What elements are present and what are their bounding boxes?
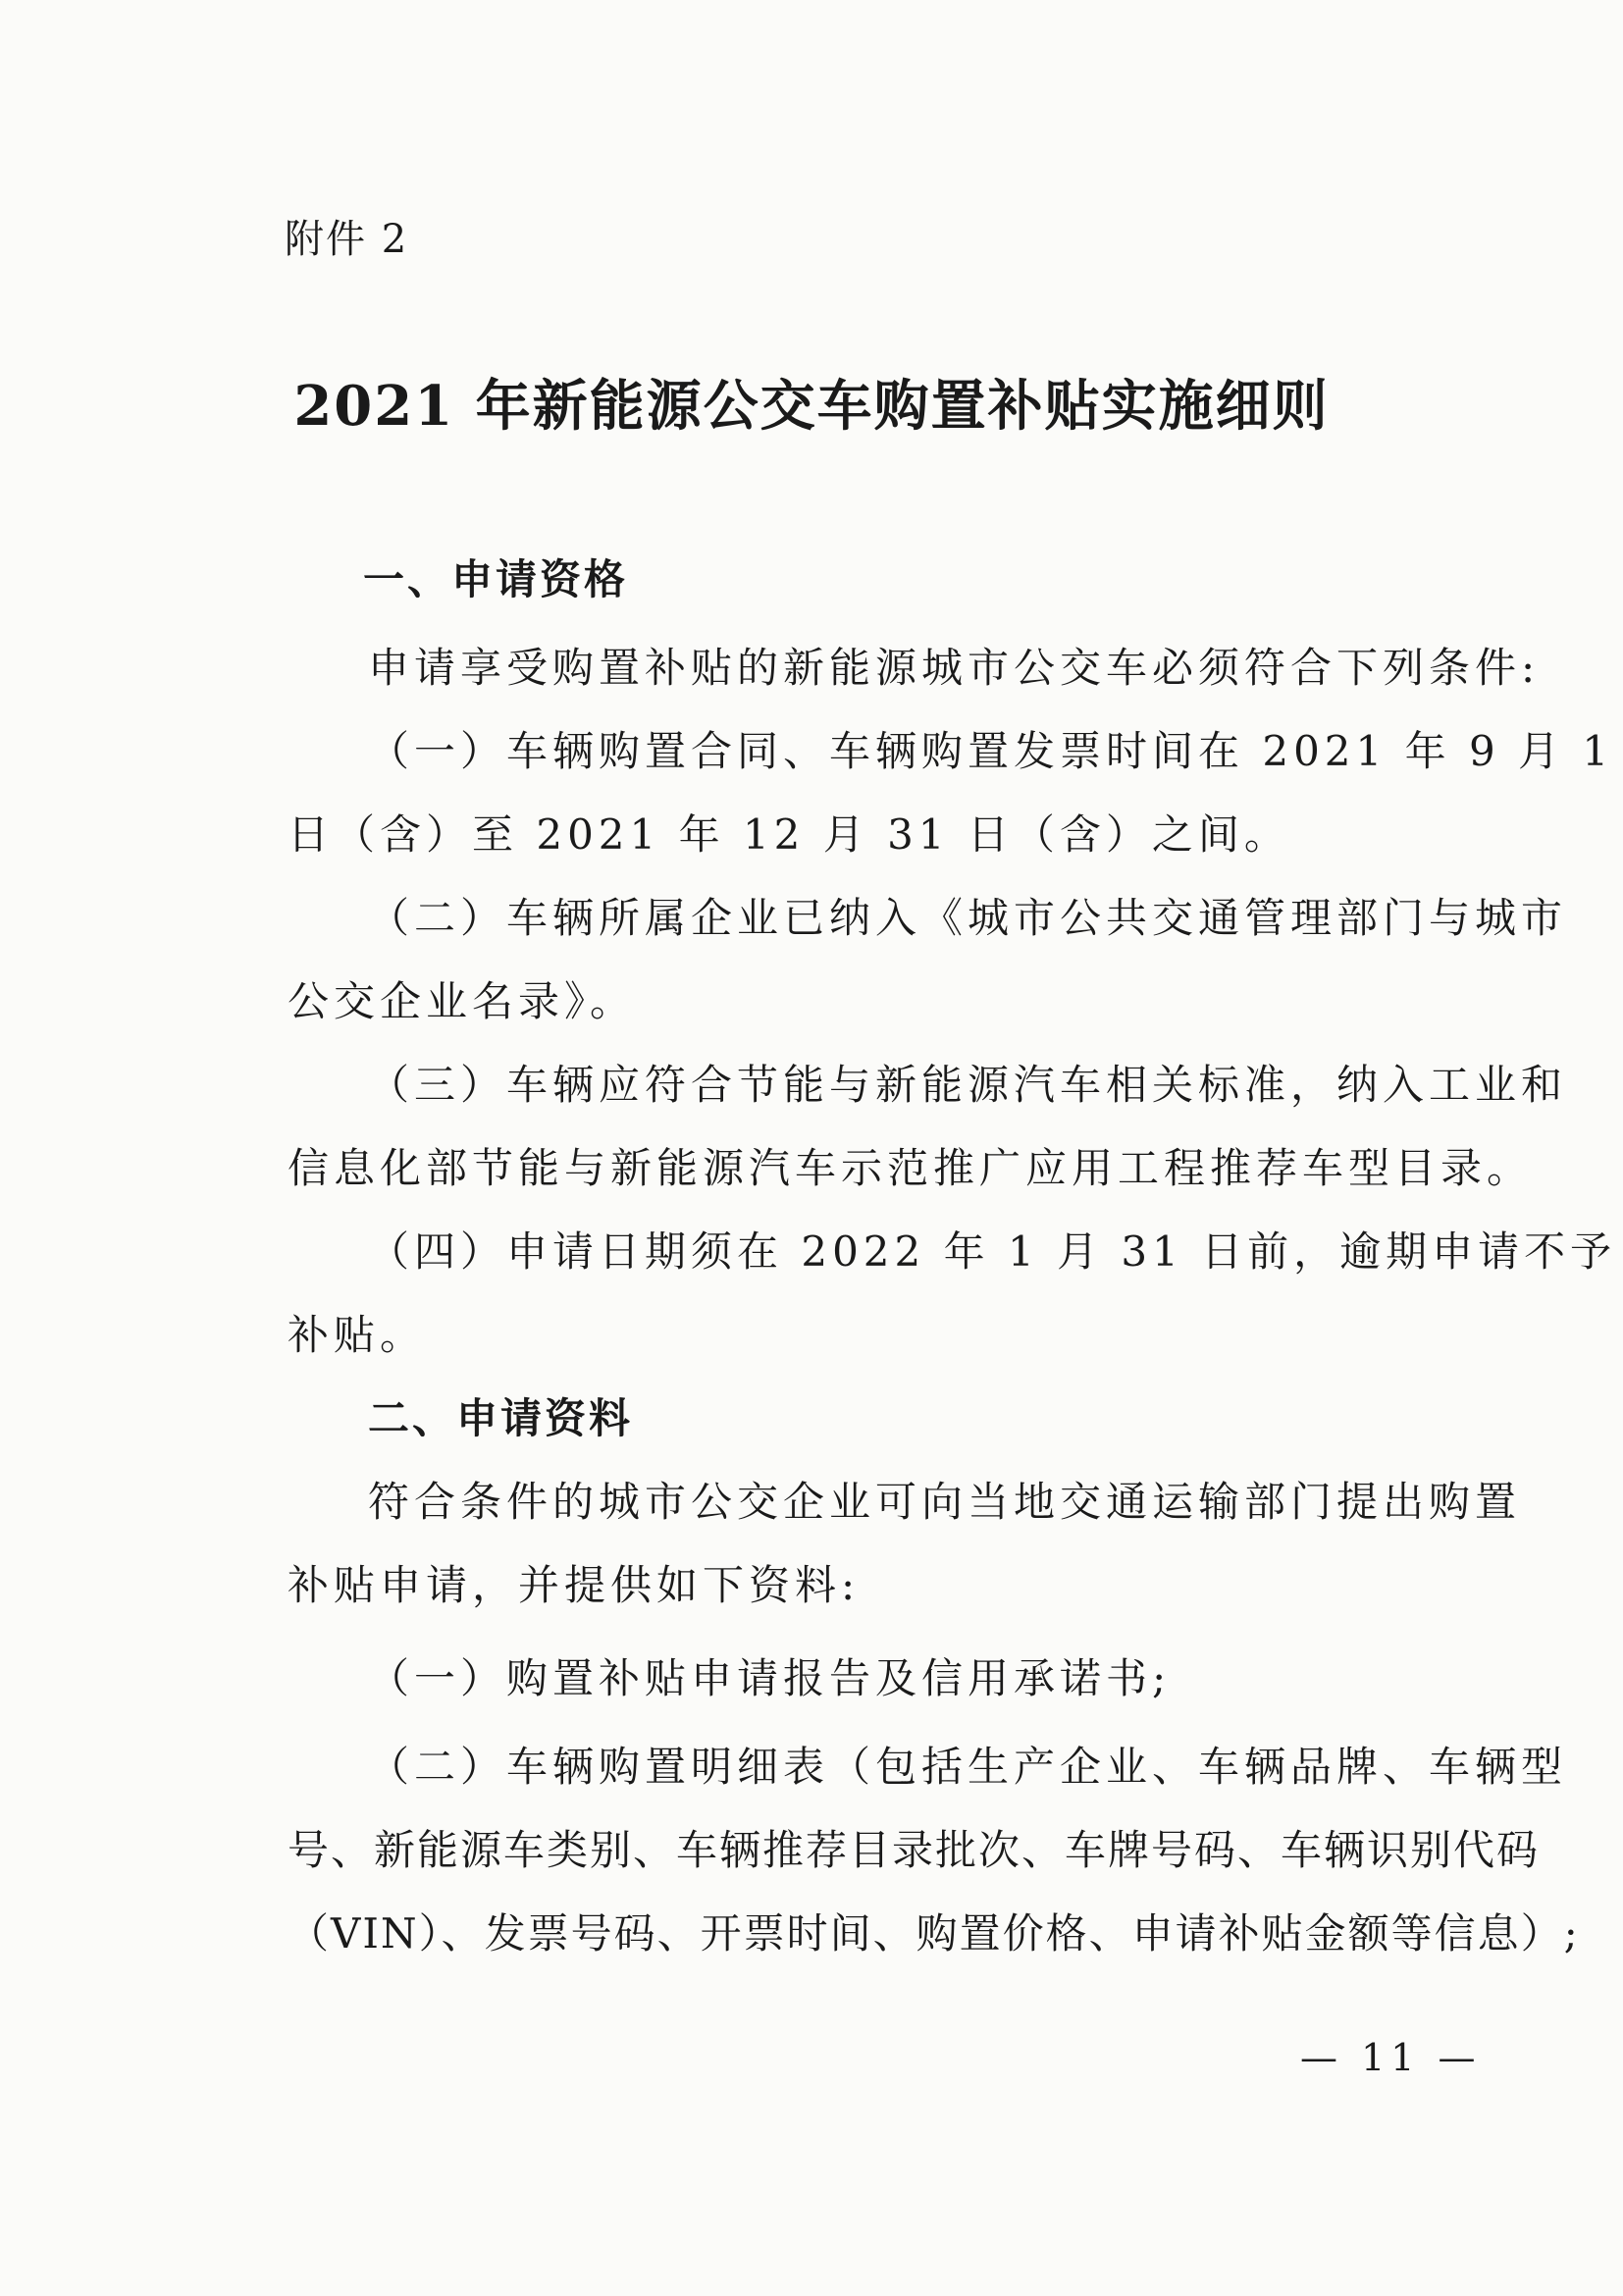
attachment-label: 附件 2: [285, 217, 409, 262]
section-heading-eligibility: 一、申请资格: [363, 555, 629, 603]
paragraph-line: （二）车辆购置明细表（包括生产企业、车辆品牌、车辆型: [368, 1743, 1568, 1791]
document-title: 2021 年新能源公交车购置补贴实施细则: [293, 374, 1330, 439]
paragraph-line: 公交企业名录》。: [288, 977, 637, 1025]
paragraph-line: （一）车辆购置合同、车辆购置发票时间在 2021 年 9 月 1: [368, 727, 1614, 775]
paragraph-line: 号、新能源车类别、车辆推荐目录批次、车牌号码、车辆识别代码: [288, 1826, 1541, 1874]
paragraph-line: （VIN）、发票号码、开票时间、购置价格、申请补贴金额等信息）;: [288, 1909, 1580, 1957]
paragraph-line: （一）购置补贴申请报告及信用承诺书;: [368, 1654, 1172, 1702]
paragraph-line: 申请享受购置补贴的新能源城市公交车必须符合下列条件:: [368, 644, 1541, 692]
paragraph-line: （四）申请日期须在 2022 年 1 月 31 日前，逾期申请不予: [368, 1227, 1617, 1276]
paragraph-line: 补贴。: [288, 1311, 427, 1359]
paragraph-line: 信息化部节能与新能源汽车示范推广应用工程推荐车型目录。: [288, 1144, 1534, 1192]
paragraph-line: 补贴申请，并提供如下资料:: [288, 1561, 861, 1609]
page-number: — 11 —: [1300, 2036, 1482, 2079]
paragraph-line: （三）车辆应符合节能与新能源汽车相关标准，纳入工业和: [368, 1061, 1568, 1109]
paragraph-line: 日（含）至 2021 年 12 月 31 日（含）之间。: [288, 810, 1290, 859]
section-heading-materials: 二、申请资料: [368, 1394, 634, 1442]
paragraph-line: 符合条件的城市公交企业可向当地交通运输部门提出购置: [368, 1478, 1522, 1526]
paragraph-line: （二）车辆所属企业已纳入《城市公共交通管理部门与城市: [368, 894, 1568, 942]
